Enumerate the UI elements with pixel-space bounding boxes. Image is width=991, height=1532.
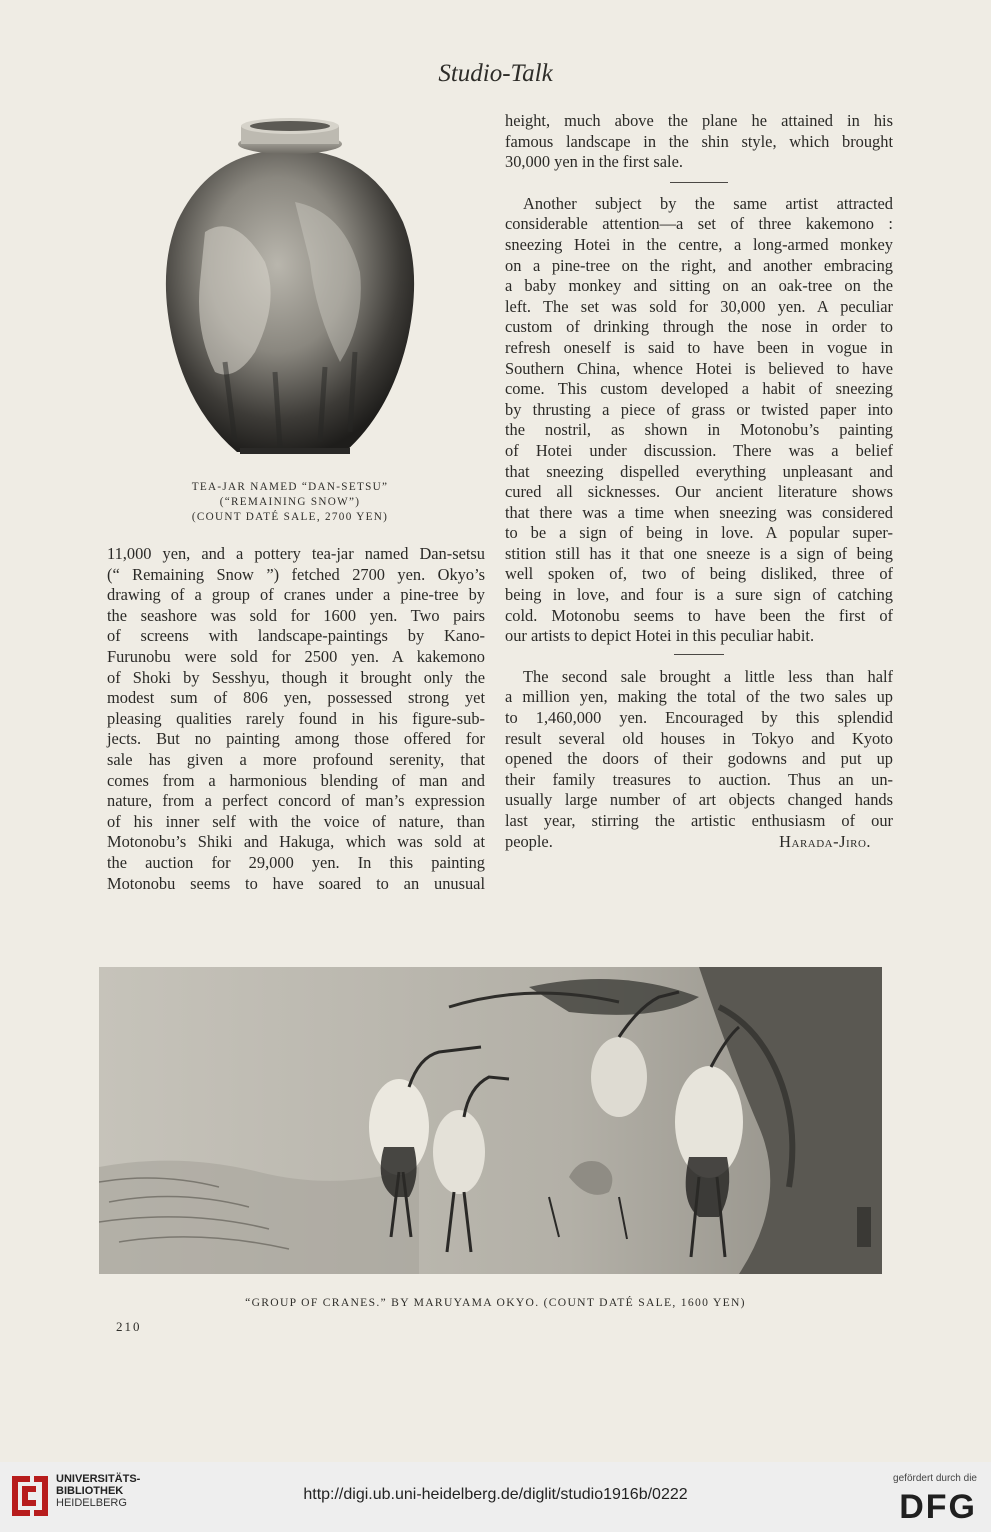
cranes-caption: “GROUP OF CRANES.” BY MARUYAMA OKYO. (COUNT DATÉ SALE, 1600 YEN): [245, 1296, 746, 1309]
text-line: their family treasures to auction. Thus an un-: [505, 769, 893, 789]
text-line: opened the doors of their godowns and put up: [505, 749, 893, 769]
text-line: that there was a time when sneezing was considered: [505, 502, 893, 522]
text-line: sale has given a more profound serenity, that: [107, 749, 485, 769]
section-divider: [670, 182, 728, 183]
text-line: of Shoki by Sesshyu, though it brought only the: [107, 667, 485, 687]
text-line: to be a sign of being in love. A popular super-: [505, 523, 893, 543]
institution-line: BIBLIOTHEK: [56, 1485, 124, 1497]
text-line: Motonobu’s Shiki and Hakuga, which was sold at: [107, 832, 485, 852]
text-line: nature, from a perfect concord of man’s expression: [107, 791, 485, 811]
text-line: Furunobu were sold for 2500 yen. A kakemono: [107, 646, 485, 666]
text-line: result several old houses in Tokyo and Kyoto: [505, 728, 893, 748]
right-column-text: [505, 111, 893, 852]
text-line: jects. But no painting among those offered for: [107, 729, 485, 749]
section-divider: [674, 654, 724, 655]
text-line: The second sale brought a little less than half: [523, 666, 893, 686]
footer-bar: [0, 1462, 991, 1532]
text-line: considerable attention—a set of three kakemono :: [505, 214, 893, 234]
institution-line: UNIVERSITÄTS-: [56, 1473, 141, 1485]
text-line: of screens with landscape-paintings by Kano-: [107, 626, 485, 646]
text-line: last year, stirring the artistic enthusiasm of our: [505, 811, 893, 830]
text-line: Motonobu seems to have soared to an unusual: [107, 873, 485, 893]
text-line: the auction for 29,000 yen. In this painting: [107, 852, 485, 872]
caption-line: (“REMAINING SNOW”): [219, 496, 361, 508]
text-line: cured all sicknesses. Our ancient literature shows: [505, 482, 893, 502]
author-signature: Harada-Jiro.: [779, 831, 871, 851]
text-line: (“ Remaining Snow ”) fetched 2700 yen. Okyo’s: [107, 564, 485, 584]
text-line: our artists to depict Hotei in this peculiar habit.: [505, 626, 815, 646]
text-line: cold. Motonobu seems to have been the first of: [505, 605, 893, 625]
text-line: refresh oneself is said to have been in vogue in: [505, 337, 893, 357]
source-url-link[interactable]: http://digi.ub.uni-heidelberg.de/diglit/studio1916b/0222: [303, 1486, 688, 1503]
dfg-logo: DFG: [899, 1488, 977, 1526]
text-line: a baby monkey and sitting on an oak-tree on the: [505, 276, 893, 296]
page-title: Studio-Talk: [438, 60, 553, 87]
text-line: the seashore was sold for 1600 yen. Two pairs: [107, 605, 485, 625]
text-line: a million yen, making the total of the two sales up: [505, 687, 893, 707]
tea-jar-photo: [145, 112, 435, 480]
text-line: of Hotei under discussion. There was a belief: [505, 440, 893, 460]
text-line: usually large number of art objects changed hands: [505, 790, 893, 810]
text-line: famous landscape in the shin style, which brought: [505, 131, 893, 151]
text-line: come. This custom developed a habit of sneezing: [505, 379, 893, 399]
text-line: sneezing Hotei in the centre, a long-armed monkey: [505, 234, 893, 254]
text-line: 30,000 yen in the first sale.: [505, 152, 683, 172]
funding-label: gefördert durch die: [893, 1473, 977, 1484]
text-line: modest sum of 806 yen, possessed strong yet: [107, 688, 485, 708]
text-line: well spoken of, two of being disliked, three of: [505, 564, 893, 584]
cranes-painting: [99, 967, 882, 1274]
text-line: Southern China, whence Hotei is believed to have: [505, 358, 893, 378]
text-line: that sneezing dispelled everything unpleasant and: [505, 461, 893, 481]
caption-line: TEA-JAR NAMED “DAN-SETSU”: [191, 481, 389, 493]
text-line: stition still has it that one sneeze is a sign of being: [505, 543, 893, 563]
left-column-text: [107, 544, 485, 894]
text-line: pleasing qualities rarely found in his figure-sub-: [107, 708, 485, 728]
text-line: people.: [505, 831, 553, 851]
text-line: 11,000 yen, and a pottery tea-jar named Dan-setsu: [107, 544, 485, 563]
text-line: being in love, and four is a sure sign of catching: [505, 585, 893, 605]
caption-line: (COUNT DATÉ SALE, 2700 YEN): [191, 511, 389, 523]
text-line: left. The set was sold for 30,000 yen. A peculiar: [505, 296, 893, 316]
closing-line: [505, 832, 893, 853]
tea-jar-illustration: [145, 112, 435, 480]
cranes-illustration: [99, 967, 882, 1274]
text-line: custom of drinking through the nose in order to: [505, 317, 893, 337]
page-number: 210: [116, 1319, 142, 1334]
text-line: of his inner self with the voice of nature, than: [107, 811, 485, 831]
tea-jar-caption: [140, 480, 440, 525]
text-line: height, much above the plane he attained in his: [505, 111, 893, 130]
text-line: Another subject by the same artist attracted: [523, 193, 893, 213]
text-line: by thrusting a piece of grass or twisted paper into: [505, 399, 893, 419]
text-line: comes from a harmonious blending of man and: [107, 770, 485, 790]
text-line: the nostril, as shown in Motonobu’s painting: [505, 420, 893, 440]
institution-line: HEIDELBERG: [56, 1497, 127, 1509]
text-line: drawing of a group of cranes under a pine-tree by: [107, 585, 485, 605]
text-line: on a pine-tree on the right, and another embracing: [505, 255, 893, 275]
text-line: to 1,460,000 yen. Encouraged by this splendid: [505, 708, 893, 728]
